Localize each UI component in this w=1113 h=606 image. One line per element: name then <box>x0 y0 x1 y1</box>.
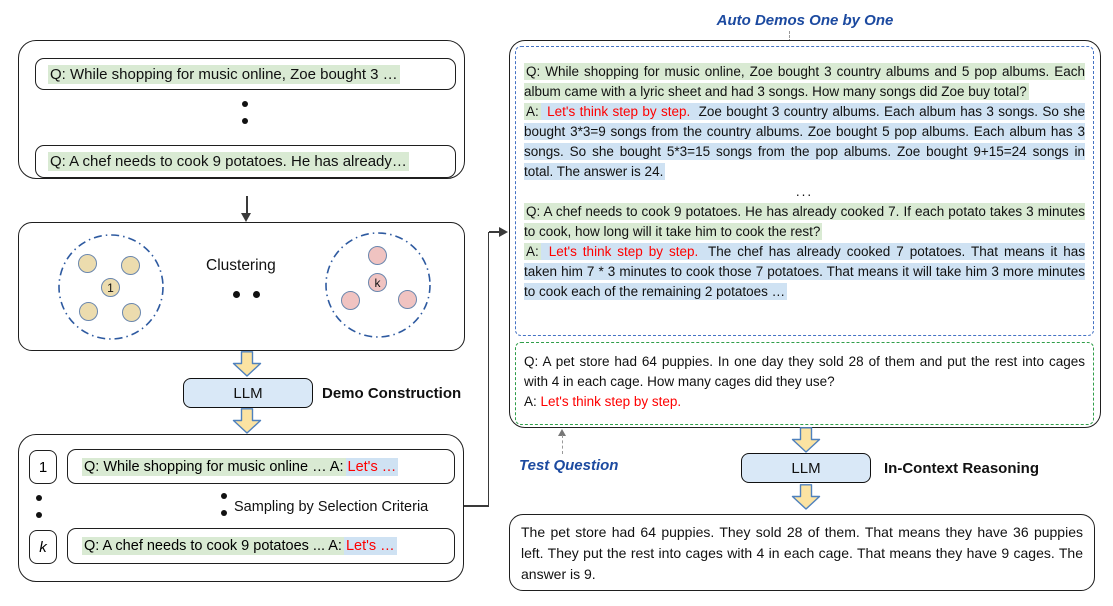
auto-demos-label: Auto Demos One by One <box>716 12 894 29</box>
demo-question-2 <box>524 202 1085 242</box>
horizontal-dots-icon <box>233 291 260 298</box>
cluster-1-point-icon <box>121 256 140 275</box>
pool-question-2-text: Q: A chef needs to cook 9 potatoes. He has already… <box>50 153 407 170</box>
demo-index-k <box>29 530 57 564</box>
sampling-box <box>18 434 464 582</box>
cot-trigger-text: Let's think step by step. <box>536 394 682 409</box>
pool-question-1 <box>35 58 456 90</box>
vertical-ellipsis-icon <box>36 495 42 518</box>
cluster-k-center-icon <box>368 273 387 292</box>
cluster-k-point-icon <box>341 291 360 310</box>
demo-answer-2 <box>524 242 1085 302</box>
demo-row-k-answer: Let's … <box>345 538 395 554</box>
answer-prefix: A: <box>526 244 539 259</box>
block-arrow-down-icon <box>791 427 821 453</box>
vertical-ellipsis-icon <box>221 493 227 516</box>
cluster-1-point-icon <box>122 303 141 322</box>
test-question-answer <box>524 392 1085 412</box>
test-question-label: Test Question <box>519 457 619 474</box>
demo-answer-1 <box>524 102 1085 182</box>
cluster-1-label: 1 <box>107 280 114 295</box>
cluster-k-point-icon <box>398 290 417 309</box>
auto-demos-box <box>515 46 1094 336</box>
demo-answer-2-body: The chef has already cooked 7 potatoes. That means it has taken him 7 * 3 minutes to cook those 7 potatoes. That means it will take him 3 more minutes to cook each of the remaining 2 potatoes … <box>524 244 1085 299</box>
connector-line <box>488 232 490 507</box>
pool-question-1-text: Q: While shopping for music online, Zoe bought 3 … <box>50 65 398 83</box>
arrow-down-icon <box>241 213 251 222</box>
clustering-box <box>18 222 465 351</box>
demo-construction-label: Demo Construction <box>322 385 462 402</box>
dashed-arrow-line <box>562 435 563 454</box>
cot-trigger-text: Let's think step by step. <box>542 244 699 259</box>
llm-label: LLM <box>233 384 263 402</box>
cluster-1-center-icon <box>101 278 120 297</box>
demo-index-k-label: k <box>39 538 47 556</box>
in-context-reasoning-label: In-Context Reasoning <box>884 460 1040 477</box>
cluster-1-point-icon <box>79 302 98 321</box>
answer-prefix: A: <box>526 104 539 119</box>
answer-box <box>509 514 1095 591</box>
cluster-k-point-icon <box>368 246 387 265</box>
block-arrow-down-icon <box>791 484 821 510</box>
clustering-title: Clustering <box>206 257 276 274</box>
llm-box-in-context-reasoning <box>741 453 871 483</box>
question-pool-box <box>18 40 465 179</box>
llm-box-demo-construction <box>183 378 313 408</box>
demo-question-1 <box>524 62 1085 102</box>
demo-question-1-text: Q: While shopping for music online, Zoe bought 3 country albums and 5 pop albums. Each album came with a lyric sheet and had 3 songs. How many songs did Zoe buy total? <box>524 64 1085 99</box>
pool-question-2 <box>35 145 456 178</box>
vertical-ellipsis-icon <box>242 101 248 124</box>
demo-question-2-text: Q: A chef needs to cook 9 potatoes. He has already cooked 7. If each potato takes 3 minutes to cook, how long will it take him to cook the rest? <box>524 204 1085 239</box>
block-arrow-down-icon <box>232 408 262 434</box>
demo-index-1 <box>29 450 57 484</box>
block-arrow-down-icon <box>232 351 262 377</box>
demo-row-1-question: Q: While shopping for music online … A: <box>84 458 344 475</box>
llm-label: LLM <box>791 459 821 477</box>
arrow-right-icon <box>499 227 508 237</box>
test-question-text: Q: A pet store had 64 puppies. In one day they sold 28 of them and put the rest into cages with 4 in each cage. How many cages did they use? <box>524 354 1085 389</box>
demo-index-1-label: 1 <box>38 458 48 476</box>
demo-row-1 <box>67 449 455 484</box>
cluster-k-label: k <box>374 275 381 290</box>
demos-ellipsis: ... <box>795 184 814 199</box>
answer-prefix: A: <box>524 394 537 409</box>
sampling-criteria-label: Sampling by Selection Criteria <box>234 499 429 515</box>
demo-row-k <box>67 528 455 564</box>
answer-text: The pet store had 64 puppies. They sold 28 of them. That means they have 36 puppies left. They put the rest into cages with 4 in each cage. That means they have 9 cages. The answer is 9. <box>521 524 1083 582</box>
demo-row-k-question: Q: A chef needs to cook 9 potatoes ... A: <box>84 538 342 554</box>
cot-trigger-text: Let's think step by step. <box>542 104 691 119</box>
demo-answer-1-body: Zoe bought 3 country albums. Each album has 3 songs. So she bought 3*3=9 songs from the country albums. Zoe bought 5 pop albums. Each album has 3 songs. So she bought 5*3=15 songs from the pop albums. Zoe bought 9+15=24 songs in total. The answer is 24. <box>524 104 1085 179</box>
cluster-1-point-icon <box>78 254 97 273</box>
connector-line <box>464 505 489 507</box>
demo-row-1-answer: Let's … <box>347 458 397 475</box>
test-question-box <box>515 342 1094 425</box>
